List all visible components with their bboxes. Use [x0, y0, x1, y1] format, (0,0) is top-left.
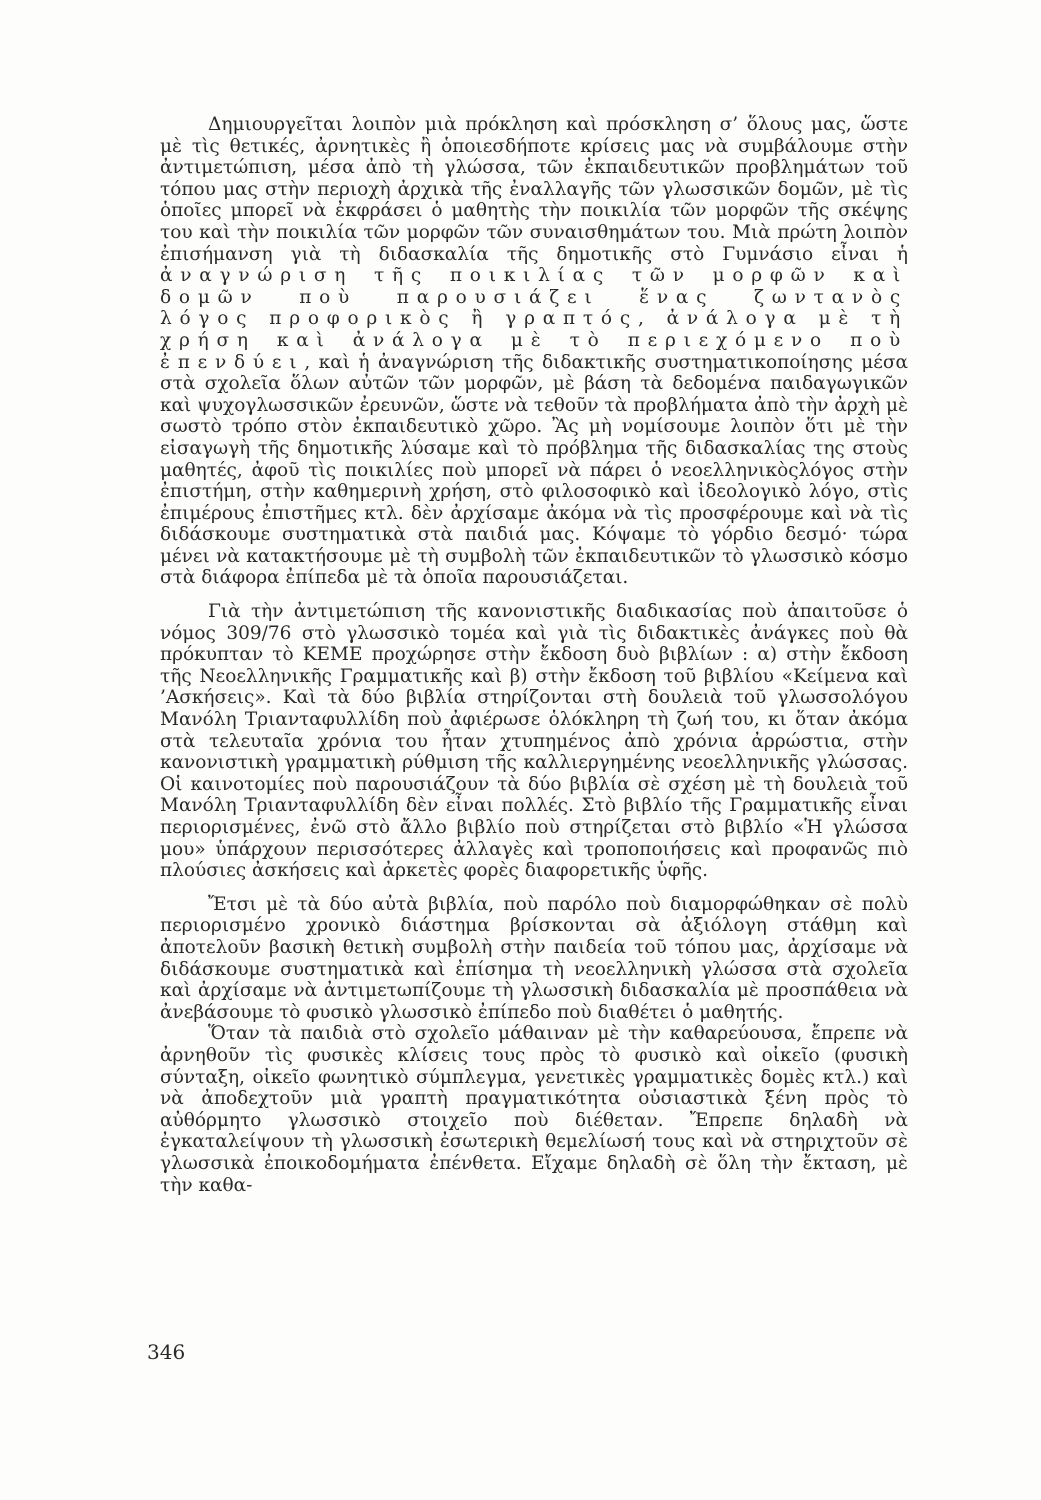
paragraph-1 — [160, 114, 908, 589]
paragraph-3: Ἔτσι μὲ τὰ δύο αὐτὰ βιβλία, ποὺ παρόλο ποὺ διαμορφώθηκαν σὲ πολὺ περιορισμένο χρονικὸ διάστημα βρίσκονται σὰ ἀξιόλογη στάθμη καὶ ἀποτελοῦν βασικὴ θετικὴ συμβολὴ στὴν παιδεία τοῦ τόπου μας, ἀρχίσαμε νὰ διδάσκουμε συστηματικὰ καὶ ἐπίσημα τὴ νεοελληνικὴ γλώσσα στὰ σχολεῖα καὶ ἀρχίσαμε νὰ ἀντιμετωπίζουμε τὴ γλωσσικὴ διδασκαλία μὲ προσπάθεια νὰ ἀνεβάσουμε τὸ φυσικὸ γλωσσικὸ ἐπίπεδο ποὺ διαθέτει ὁ μαθητής. — [160, 893, 908, 1023]
paragraph-1-rest: , καὶ ἡ ἀναγνώριση τῆς διδακτικῆς συστηματικοποίησης μέσα στὰ σχολεῖα ὅλων αὐτῶν τῶν μορφῶν, μὲ βάση τὰ δεδομένα παιδαγωγικῶν καὶ ψυχογλωσσικῶν ἐρευνῶν, ὥστε νὰ τεθοῦν τὰ προβλήματα ἀπὸ τὴν ἀρχὴ μὲ σωστὸ τρόπο στὸν ἐκπαιδευτικὸ χῶρο. Ἂς μὴ νομίσουμε λοιπὸν ὅτι μὲ τὴν εἰσαγωγὴ τῆς δημοτικῆς λύσαμε καὶ τὸ πρόβλημα τῆς διδασκαλίας της στοὺς μαθητές, ἀφοῦ τὶς ποικιλίες ποὺ μπορεῖ νὰ πάρει ὁ νεοελληνικὸςλόγος στὴν ἐπιστήμη, στὴν καθημερινὴ χρήση, στὸ φιλοσοφικὸ καὶ ἰδεολογικὸ λόγο, στὶς ἐπιμέρους ἐπιστῆμες κτλ. δὲν ἀρχίσαμε ἀκόμα νὰ τὶς προσφέρουμε καὶ νὰ τὶς διδάσκουμε συστηματικὰ στὰ παιδιά μας. Κόψαμε τὸ γόρδιο δεσμό· τώρα μένει νὰ κατακτήσουμε μὲ τὴ συμβολὴ τῶν ἐκπαιδευτικῶν τὸ γλωσσικὸ κόσμο στὰ διάφορα ἐπίπεδα μὲ τὰ ὁποῖα παρουσιάζεται. — [160, 351, 908, 589]
body-text — [160, 114, 908, 1196]
paragraph-2: Γιὰ τὴν ἀντιμετώπιση τῆς κανονιστικῆς διαδικασίας ποὺ ἀπαιτοῦσε ὁ νόμος 309/76 στὸ γλωσσικὸ τομέα καὶ γιὰ τὶς διδακτικὲς ἀνάγκες ποὺ θὰ πρόκυπταν τὸ ΚΕΜΕ προχώρησε στὴν ἔκδοση δυὸ βιβλίων : α) στὴν ἔκδοση τῆς Νεοελληνικῆς Γραμματικῆς καὶ β) στὴν ἔκδοση τοῦ βιβλίου «Κείμενα καὶ ’Ασκήσεις». Καὶ τὰ δύο βιβλία στηρίζονται στὴ δουλειὰ τοῦ γλωσσολόγου Μανόλη Τριανταφυλλίδη ποὺ ἀφιέρωσε ὁλόκληρη τὴ ζωή του, κι ὅταν ἀκόμα στὰ τελευταῖα χρόνια του ἦταν χτυπημένος ἀπὸ χρόνια ἀρρώστια, στὴν κανονιστικὴ γραμματικὴ ρύθμιση τῆς καλλιεργημένης νεοελληνικῆς γλώσσας. Οἱ καινοτομίες ποὺ παρουσιάζουν τὰ δύο βιβλία σὲ σχέση μὲ τὴ δουλειὰ τοῦ Μανόλη Τριανταφυλλίδη δὲν εἶναι πολλές. Στὸ βιβλίο τῆς Γραμματικῆς εἶναι περιορισμένες, ἐνῶ στὸ ἄλλο βιβλίο ποὺ στηρίζεται στὸ βιβλίο «Ἡ γλώσσα μου» ὑπάρχουν περισσότερες ἀλλαγὲς καὶ τροποποιήσεις καὶ προφανῶς πιὸ πλούσιες ἀσκήσεις καὶ ἀρκετὲς φορὲς διαφορετικῆς ὑφῆς. — [160, 601, 908, 882]
page-number: 346 — [147, 1340, 186, 1364]
paragraph-1-intro: Δημιουργεῖται λοιπὸν μιὰ πρόκληση καὶ πρόσκληση σ’ ὅλους μας, ὥστε μὲ τὶς θετικές, ἀρνητικὲς ἢ ὁποιεσδήποτε κρίσεις μας νὰ συμβάλουμε στὴν ἀντιμετώπιση, μέσα ἀπὸ τὴ γλώσσα, τῶν ἐκπαιδευτικῶν προβλημάτων τοῦ τόπου μας στὴν περιοχὴ ἀρχικὰ τῆς ἐναλλαγῆς τῶν γλωσσικῶν δομῶν, μὲ τὶς ὁποῖες μπορεῖ νὰ ἐκφράσει ὁ μαθητὴς τὴν ποικιλία τῶν μορφῶν τῆς σκέψης του καὶ τὴν ποικιλία τῶν μορφῶν τῶν συναισθημάτων του. Μιὰ πρώτη λοιπὸν ἐπισήμανση γιὰ τὴ διδασκαλία τῆς δημοτικῆς στὸ Γυμνάσιο εἶναι ἡ — [160, 114, 908, 265]
paragraph-4: Ὅταν τὰ παιδιὰ στὸ σχολεῖο μάθαιναν μὲ τὴν καθαρεύουσα, ἔπρεπε νὰ ἀρνηθοῦν τὶς φυσικὲς κλίσεις τους πρὸς τὸ φυσικὸ καὶ οἰκεῖο (φυσικὴ σύνταξη, οἰκεῖο φωνητικὸ σύμπλεγμα, γενετικὲς γραμματικὲς δομὲς κτλ.) καὶ νὰ ἀποδεχτοῦν μιὰ γραπτὴ πραγματικότητα οὐσιαστικὰ ξένη πρὸς τὸ αὐθόρμητο γλωσσικὸ στοιχεῖο ποὺ διέθεταν. Ἔπρεπε δηλαδὴ νὰ ἐγκαταλείψουν τὴ γλωσσικὴ ἐσωτερικὴ θεμελίωσή τους καὶ νὰ στηριχτοῦν σὲ γλωσσικὰ ἐποικοδομήματα ἐπένθετα. Εἴχαμε δηλαδὴ σὲ ὅλη τὴν ἔκταση, μὲ τὴν καθα- — [160, 1023, 908, 1196]
paragraph-1-emphasis: ἀναγνώριση τῆς ποικιλίας τῶν μορφῶν καὶ δομῶν ποὺ παρουσιάζει ἕνας ζωντανὸς λόγος προφορικὸς ἢ γραπτός, ἀνάλογα μὲ τὴ χρήση καὶ ἀνάλογα μὲ τὸ περιεχόμενο ποὺ ἐπενδύει — [160, 265, 908, 373]
